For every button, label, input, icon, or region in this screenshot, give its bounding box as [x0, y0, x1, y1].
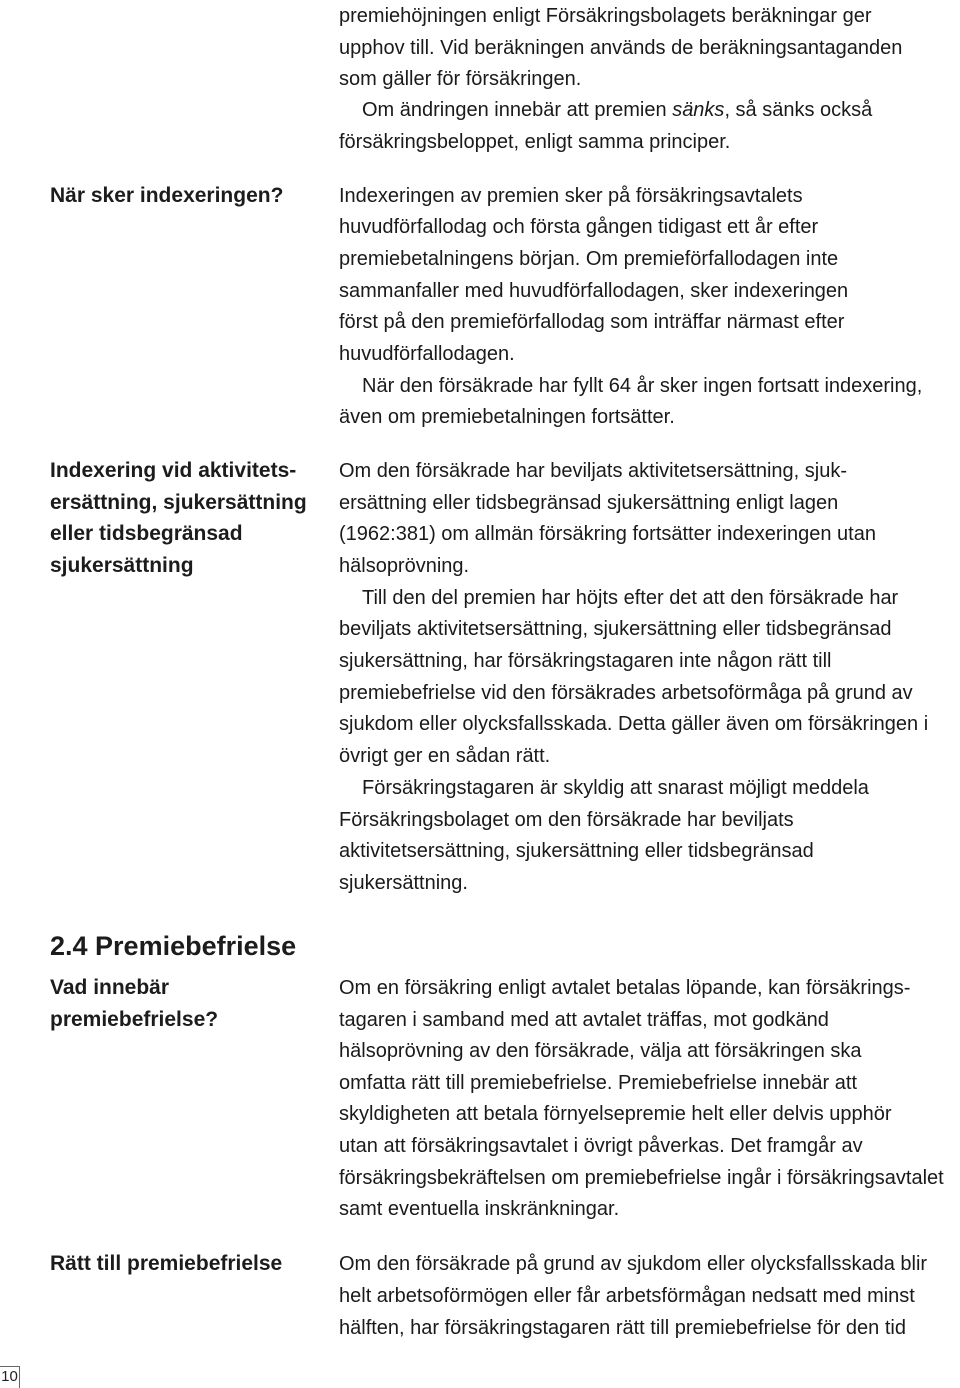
body-line: hälften, har försäkringstagaren rätt till premiebefrielse för den tid	[339, 1317, 906, 1339]
body-line: övrigt ger en sådan rätt.	[339, 745, 551, 767]
body-line: försäkringsbeloppet, enligt samma principer.	[339, 131, 731, 153]
body-line: Om en försäkring enligt avtalet betalas löpande, kan försäkrings-	[339, 977, 911, 999]
body-line: utan att försäkringsavtalet i övrigt påverkas. Det framgår av	[339, 1135, 863, 1157]
body-line: sjukdom eller olycksfallsskada. Detta gäller även om försäkringen i	[339, 713, 929, 735]
body-line: försäkringsbekräftelsen om premiebefrielse ingår i försäkringsavtalet	[339, 1167, 944, 1189]
heading-line: ersättning, sjukersättning	[50, 490, 307, 514]
body-line: Om den försäkrade på grund av sjukdom eller olycksfallsskada blir	[339, 1253, 928, 1275]
heading-indexering-vid-aktivitetsersattning	[50, 455, 320, 581]
body-line	[362, 98, 872, 122]
body-line: sjukersättning, har försäkringstagaren inte någon rätt till	[339, 650, 832, 672]
body-line: premiebetalningens början. Om premieförfallodagen inte	[339, 248, 839, 270]
body-line: skyldigheten att betala förnyelsepremie helt eller delvis upphör	[339, 1103, 892, 1125]
heading-line: premiebefrielse?	[50, 1007, 219, 1031]
body-line: premiehöjningen enligt Försäkringsbolagets beräkningar ger	[339, 5, 872, 27]
body-line: ersättning eller tidsbegränsad sjukersättning enligt lagen	[339, 492, 839, 514]
body-line: premiebefrielse vid den försäkrades arbetsoförmåga på grund av	[339, 682, 913, 704]
body-line: huvudförfallodag och första gången tidigast ett år efter	[339, 216, 819, 238]
body-line: sjukersättning.	[339, 872, 468, 894]
body-line: även om premiebetalningen fortsätter.	[339, 406, 675, 428]
body-line: (1962:381) om allmän försäkring fortsätter indexeringen utan	[339, 523, 876, 545]
body-line: först på den premieförfallodag som inträffar närmast efter	[339, 311, 845, 333]
heading-line: Indexering vid aktivitets-	[50, 459, 297, 482]
body-line: När den försäkrade har fyllt 64 år sker ingen fortsatt indexering,	[362, 375, 923, 397]
body-line: hälsoprövning.	[339, 555, 470, 577]
body-line: upphov till. Vid beräkningen används de beräkningsantaganden	[339, 37, 903, 59]
body-line: samt eventuella inskränkningar.	[339, 1198, 620, 1220]
heading-vad-innebar-premiebefrielse	[50, 972, 320, 1035]
body-line: Försäkringsbolaget om den försäkrade har beviljats	[339, 809, 794, 831]
body-line: beviljats aktivitetsersättning, sjukersättning eller tidsbegränsad	[339, 618, 892, 640]
body-line: Försäkringstagaren är skyldig att snarast möjligt meddela	[362, 777, 869, 799]
heading-line: sjukersättning	[50, 553, 194, 577]
text-run: Om ändringen innebär att premien	[362, 99, 673, 121]
heading-ratt-till-premiebefrielse: Rätt till premiebefrielse	[50, 1252, 283, 1275]
body-line: omfatta rätt till premiebefrielse. Premiebefrielse innebär att	[339, 1072, 858, 1094]
body-line: som gäller för försäkringen.	[339, 68, 582, 90]
page-number: 10	[0, 1366, 20, 1388]
text-run: , så sänks också	[724, 99, 873, 121]
body-line: tagaren i samband med att avtalet träffas, mot godkänd	[339, 1009, 829, 1031]
body-line: Om den försäkrade har beviljats aktivitetsersättning, sjuk-	[339, 460, 847, 482]
emphasis-text: sänks	[672, 99, 725, 121]
heading-line: eller tidsbegränsad	[50, 522, 243, 545]
body-line: helt arbetsoförmögen eller får arbetsförmågan nedsatt med minst	[339, 1285, 915, 1307]
section-title-premiebefrielse: 2.4 Premiebefrielse	[50, 931, 297, 961]
body-line: hälsoprövning av den försäkrade, välja att försäkringen ska	[339, 1040, 862, 1062]
body-line: aktivitetsersättning, sjukersättning eller tidsbegränsad	[339, 840, 814, 862]
body-line: huvudförfallodagen.	[339, 343, 515, 365]
body-line: sammanfaller med huvudförfallodagen, sker indexeringen	[339, 280, 849, 302]
body-line: Indexeringen av premien sker på försäkringsavtalets	[339, 185, 803, 207]
heading-nar-sker-indexeringen: När sker indexeringen?	[50, 184, 284, 207]
heading-line: Vad innebär	[50, 976, 170, 999]
body-line: Till den del premien har höjts efter det att den försäkrade har	[362, 587, 899, 609]
